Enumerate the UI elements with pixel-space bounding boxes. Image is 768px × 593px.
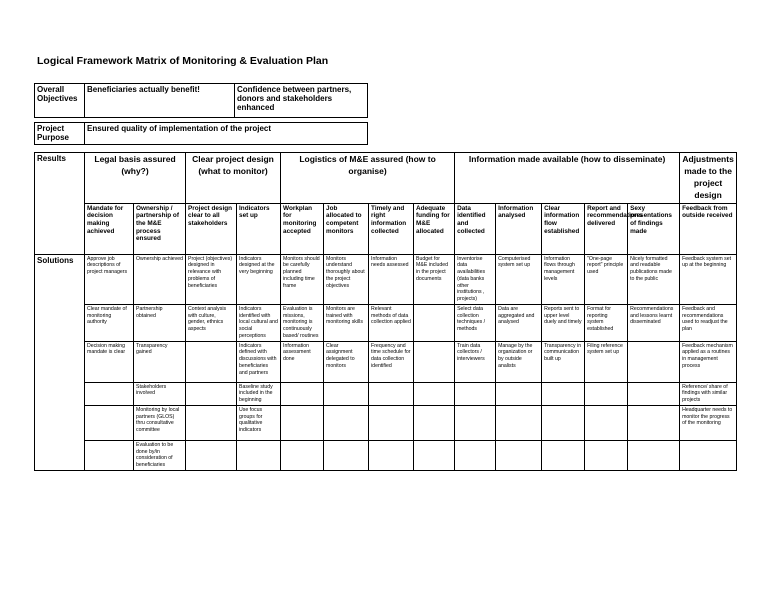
matrix-cell: Reference/ share of findings with similar projects [680, 382, 737, 405]
matrix-cell [85, 382, 134, 405]
matrix-cell: Clear assignment delegated to monitors [324, 341, 369, 382]
subheader-cell: Clear information flow established [542, 203, 585, 254]
matrix-cell [414, 405, 455, 440]
matrix-cell: Evaluation to be done by/in consideration of beneficiaries [134, 440, 186, 470]
matrix-cell: Format for reporting system established [585, 304, 628, 341]
matrix-cell: Nicely formatted and readable publications made to the public [628, 254, 680, 304]
matrix-cell [281, 440, 324, 470]
matrix-cell: Ownership achieved [134, 254, 186, 304]
matrix-cell: Feedback and recommendations used to readjust the plan [680, 304, 737, 341]
purpose-table [34, 122, 368, 145]
matrix-cell: Frequency and time schedule for data collection identified [369, 341, 414, 382]
subheader-cell: Job allocated to competent monitors [324, 203, 369, 254]
table-row [35, 304, 737, 341]
matrix-cell [369, 405, 414, 440]
table-row [35, 341, 737, 382]
matrix-cell [414, 341, 455, 382]
subheader-cell: Data identified and collected [455, 203, 496, 254]
subheader-cell: Feedback from outside received [680, 203, 737, 254]
solutions-label: Solutions [35, 254, 85, 470]
matrix-cell: Feedback mechanism applied as a routines in management process [680, 341, 737, 382]
matrix-cell: Train data collectors / interviewers [455, 341, 496, 382]
matrix-cell [186, 341, 237, 382]
subheader-cell: Project design clear to all stakeholders [186, 203, 237, 254]
matrix-cell: Monitoring by local partners (GLOS) thru consultative committee [134, 405, 186, 440]
matrix-cell: Select data collection techniques / methods [455, 304, 496, 341]
matrix-cell [680, 440, 737, 470]
matrix-cell [628, 382, 680, 405]
matrix-cell: Approve job descriptions of project managers [85, 254, 134, 304]
matrix-cell: Filing reference system set up [585, 341, 628, 382]
matrix-cell [628, 405, 680, 440]
matrix-cell [369, 440, 414, 470]
subheader-cell: Indicators set up [237, 203, 281, 254]
matrix-cell: Transparency gained [134, 341, 186, 382]
matrix-cell: Monitors are trained with monitoring skills [324, 304, 369, 341]
matrix-cell [542, 405, 585, 440]
matrix-cell [237, 440, 281, 470]
matrix-cell [186, 440, 237, 470]
matrix-cell [542, 382, 585, 405]
objectives-col2: Confidence between partners, donors and stakeholders enhanced [235, 84, 368, 118]
table-row [35, 382, 737, 405]
matrix-cell: Partnership obtained [134, 304, 186, 341]
matrix-cell: Monitors understand thoroughly about the project objectives [324, 254, 369, 304]
group-logistics: Logistics of M&E assured (how to organise) [281, 153, 455, 204]
objectives-label: Overall Objectives [35, 84, 85, 118]
matrix-cell [455, 382, 496, 405]
results-label: Results [35, 153, 85, 255]
matrix-cell: Information assessment done [281, 341, 324, 382]
subheader-cell: Sexy presentations of findings made [628, 203, 680, 254]
matrix-cell: Headquarter needs to monitor the progress of the monitoring [680, 405, 737, 440]
matrix-cell: Clear mandate of monitoring authority [85, 304, 134, 341]
matrix-cell: Project (objectives) designed in relevance with problems of beneficiaries [186, 254, 237, 304]
matrix-cell [585, 382, 628, 405]
matrix-cell: Reports sent to upper level duely and timely [542, 304, 585, 341]
matrix-cell: Stakeholders involved [134, 382, 186, 405]
matrix-cell [496, 382, 542, 405]
matrix-cell [585, 405, 628, 440]
matrix-cell: Computerised system set up [496, 254, 542, 304]
matrix-cell [186, 405, 237, 440]
subheader-cell: Ownership / partnership of the M&E process ensured [134, 203, 186, 254]
matrix-cell: Inventorise data availabilities (data banks other institutions , projects) [455, 254, 496, 304]
matrix-cell [324, 382, 369, 405]
purpose-label: Project Purpose [35, 123, 85, 145]
matrix-cell [186, 382, 237, 405]
purpose-text: Ensured quality of implementation of the project [85, 123, 368, 145]
matrix-cell [496, 440, 542, 470]
matrix-cell: Budget for M&E included in the project documents [414, 254, 455, 304]
matrix-cell: Data are aggregated and analysed [496, 304, 542, 341]
objectives-col1: Beneficiaries actually benefit! [85, 84, 235, 118]
subheader-cell: Information analysed [496, 203, 542, 254]
matrix-cell [369, 382, 414, 405]
matrix-cell [324, 405, 369, 440]
group-project-design: Clear project design (what to monitor) [186, 153, 281, 204]
matrix-cell: Information flows through management levels [542, 254, 585, 304]
matrix-cell: Monitors should be carefully planned including time frame [281, 254, 324, 304]
matrix-cell: Feedback system set up at the beginning [680, 254, 737, 304]
group-legal-basis: Legal basis assured (why?) [85, 153, 186, 204]
subheader-cell: Timely and right information collected [369, 203, 414, 254]
page-title: Logical Framework Matrix of Monitoring & Evaluation Plan [37, 55, 329, 67]
matrix-cell: Manage by the organization or by outside analists [496, 341, 542, 382]
matrix-cell: "One-page report" principle used [585, 254, 628, 304]
objectives-table [34, 83, 368, 118]
matrix-cell [281, 405, 324, 440]
subheader-cell: Report and recommendations delivered [585, 203, 628, 254]
matrix-cell [281, 382, 324, 405]
matrix-cell [455, 440, 496, 470]
matrix-cell [496, 405, 542, 440]
matrix-cell: Recommendations and lessons learnt disseminated [628, 304, 680, 341]
subheader-cell: Workplan for monitoring accepted [281, 203, 324, 254]
matrix-cell: Baseline study included in the beginning [237, 382, 281, 405]
table-row [35, 405, 737, 440]
table-row [35, 440, 737, 470]
matrix-cell [585, 440, 628, 470]
matrix-cell: Indicators designed at the very beginning [237, 254, 281, 304]
matrix-cell [542, 440, 585, 470]
matrix-cell [414, 382, 455, 405]
matrix-cell [324, 440, 369, 470]
group-information: Information made available (how to disseminate) [455, 153, 680, 204]
matrix-cell [414, 304, 455, 341]
matrix-cell: Context analysis with culture, gender, ethnics aspects [186, 304, 237, 341]
matrix-cell: Use focus groups for qualitative indicators [237, 405, 281, 440]
matrix-cell: Indicators identified with local cultural and social perceptions [237, 304, 281, 341]
matrix-cell [85, 440, 134, 470]
matrix-cell: Indicators defined with discussions with beneficiaries and partners [237, 341, 281, 382]
matrix-cell [414, 440, 455, 470]
matrix-cell [628, 341, 680, 382]
matrix-table [34, 152, 737, 471]
subheader-cell: Adequate funding for M&E allocated [414, 203, 455, 254]
matrix-cell: Information needs assessed [369, 254, 414, 304]
matrix-cell: Relevant methods of data collection applied [369, 304, 414, 341]
matrix-cell [628, 440, 680, 470]
matrix-cell [455, 405, 496, 440]
table-row [35, 254, 737, 304]
matrix-cell: Decision making mandate is clear [85, 341, 134, 382]
matrix-cell [85, 405, 134, 440]
subheader-cell: Mandate for decision making achieved [85, 203, 134, 254]
matrix-cell: Evaluation is missions, monitoring is continuously based/ routines [281, 304, 324, 341]
group-adjustments: Adjustments made to the project design [680, 153, 737, 204]
matrix-cell: Transparency in communication built up [542, 341, 585, 382]
